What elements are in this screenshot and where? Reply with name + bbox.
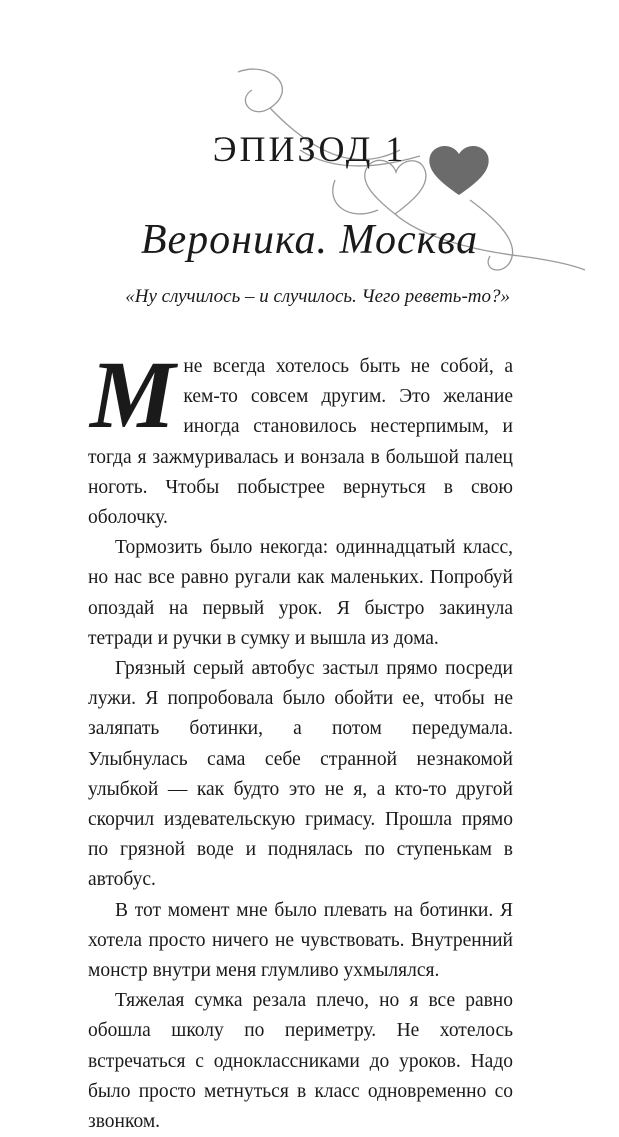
drop-cap: М [90,341,176,448]
paragraph-text: не всегда хотелось быть не собой, а кем-то совсем другим. Это желание иногда становилось нестерпимым, и тогда я зажмуривалась и вонзала в большой палец ноготь. Чтобы побыстрее вернуться в свою оболочку. [88,356,513,529]
epigraph: «Ну случилось – и случилось. Чего реветь-то?» [125,286,510,307]
paragraph: В тот момент мне было плевать на ботинки. Я хотела просто ничего не чувствовать. Внутренний монстр внутри меня глумливо ухмылялся. [88,899,513,982]
swirl-line [333,180,378,214]
chapter-title: Вероника. Москва [140,217,479,263]
episode-heading: ЭПИЗОД 1 [212,129,407,169]
paragraph: Тормозить было некогда: одиннадцатый класс, но нас все равно ругали как маленьких. Попробуй опоздай на первый урок. Я быстро закинула тетради и ручки в сумку и вышла из дома. [88,537,513,649]
body-text [88,341,513,1137]
swirl-line [238,69,282,112]
paragraph: Тяжелая сумка резала плечо, но я все равно обошла школу по периметру. Не хотелось встречаться с одноклассниками до уроков. Надо было просто метнуться в класс одновременно со звонком. [88,990,513,1133]
paragraph [88,341,513,533]
paragraph: Грязный серый автобус застыл прямо посреди лужи. Я попробовала было обойти ее, чтобы не заляпать ботинки, а потом передумала. Улыбнулась сама себе странной незнакомой улыбкой — как будто это не я, а кто-то другой скорчил издевательскую гримасу. Прошла прямо по грязной воде и поднялась по ступенькам в автобус. [88,658,513,891]
